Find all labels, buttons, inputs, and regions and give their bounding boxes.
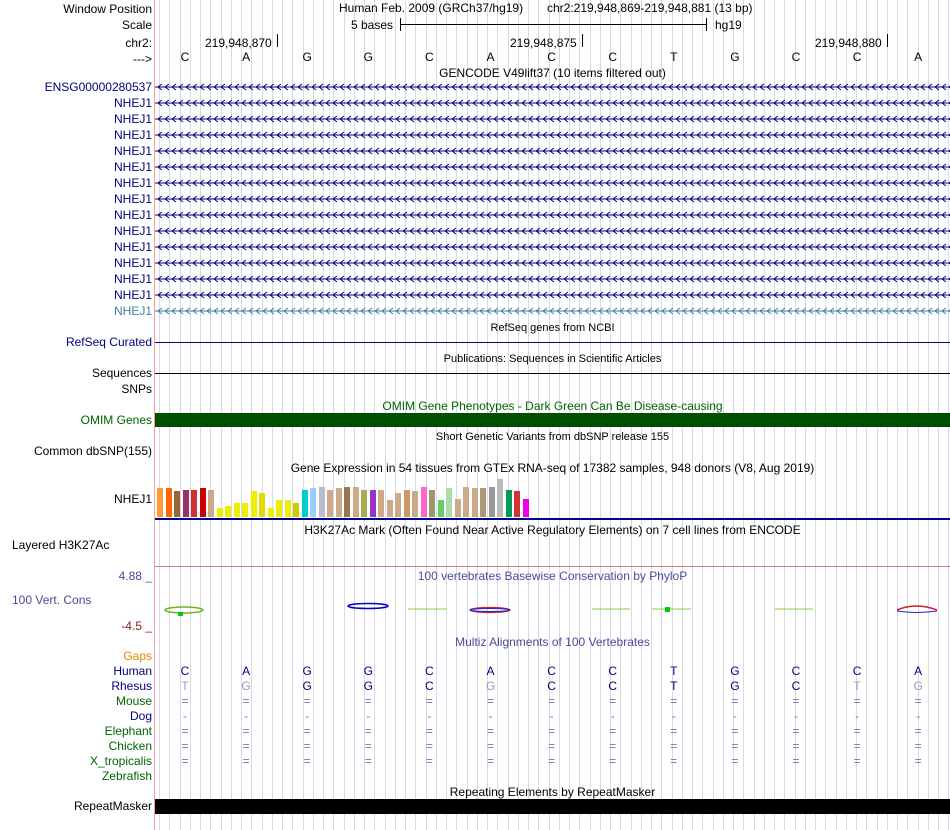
alignment-base: =	[853, 754, 861, 768]
alignment-base: =	[181, 694, 189, 708]
alignment-base: =	[731, 724, 739, 738]
phylop-min-label: -4.5 _	[121, 619, 152, 633]
gtex-tissue-bar[interactable]	[276, 500, 282, 517]
alignment-base: C	[852, 664, 862, 678]
gencode-gene-label[interactable]: NHEJ1	[113, 160, 152, 174]
scale-label: Scale	[121, 18, 152, 32]
gencode-gene-label[interactable]: NHEJ1	[113, 256, 152, 270]
alignment-base: T	[181, 679, 189, 693]
gencode-gene-feature[interactable]	[155, 241, 950, 253]
gtex-tissue-bar[interactable]	[268, 508, 274, 517]
coord-tick-2	[582, 34, 583, 47]
alignment-base: -	[366, 709, 371, 723]
alignment-base: =	[364, 724, 372, 738]
alignment-base: =	[364, 754, 372, 768]
gtex-tissue-bar[interactable]	[157, 488, 163, 517]
gtex-tissue-bar[interactable]	[370, 490, 376, 517]
alignment-base: C	[180, 664, 190, 678]
base-letter: C	[608, 50, 618, 64]
gtex-track-title: Gene Expression in 54 tissues from GTEx RNA-seq of 17382 samples, 948 donors (V8, Aug 2019)	[290, 461, 815, 475]
alignment-base: -	[610, 709, 615, 723]
gencode-gene-label[interactable]: NHEJ1	[113, 128, 152, 142]
alignment-base: -	[916, 709, 921, 723]
omim-track-title: OMIM Gene Phenotypes - Dark Green Can Be Disease-causing	[382, 399, 723, 413]
gencode-gene-label[interactable]: NHEJ1	[113, 144, 152, 158]
gencode-gene-label[interactable]: NHEJ1	[113, 304, 152, 318]
gencode-track-title: GENCODE V49lift37 (10 items filtered out)	[439, 66, 666, 80]
alignment-base: =	[670, 739, 678, 753]
track-labels-column	[0, 0, 155, 830]
chrom-label: chr2:	[125, 36, 152, 50]
refseq-track-title: RefSeq genes from NCBI	[490, 322, 615, 334]
gtex-tissue-bar[interactable]	[183, 490, 189, 517]
alignment-base: -	[305, 709, 310, 723]
gtex-tissue-bar[interactable]	[361, 490, 367, 517]
alignment-base: G	[363, 679, 373, 693]
alignment-base: C	[791, 679, 801, 693]
alignment-base: -	[732, 709, 737, 723]
gtex-tissue-bar[interactable]	[438, 500, 444, 517]
alignment-base: =	[242, 739, 250, 753]
alignment-base: =	[548, 724, 556, 738]
gtex-tissue-bar[interactable]	[514, 491, 520, 517]
gtex-tissue-bar[interactable]	[310, 488, 316, 517]
gtex-tissue-bar[interactable]	[506, 490, 512, 517]
alignment-base: =	[364, 739, 372, 753]
species-label[interactable]: Dog	[129, 709, 152, 723]
gtex-tissue-bar[interactable]	[421, 487, 427, 517]
dbsnp-track-label[interactable]: Common dbSNP(155)	[33, 444, 152, 458]
phylop-track-title: 100 vertebrates Basewise Conservation by PhyloP	[417, 569, 688, 583]
alignment-base: =	[609, 724, 617, 738]
gtex-tissue-bar[interactable]	[412, 491, 418, 517]
alignment-base: G	[730, 664, 740, 678]
gtex-tissue-bar[interactable]	[217, 508, 223, 517]
alignment-base: =	[181, 754, 189, 768]
gtex-tissue-bar[interactable]	[463, 487, 469, 517]
alignment-base: =	[303, 739, 311, 753]
species-label[interactable]: Elephant	[104, 724, 152, 738]
alignment-base: =	[731, 754, 739, 768]
alignment-base: =	[303, 724, 311, 738]
omim-feature-bar[interactable]	[155, 413, 950, 427]
gtex-tissue-bar[interactable]	[523, 499, 529, 517]
gtex-tissue-bar[interactable]	[344, 487, 350, 517]
alignment-base: T	[670, 664, 678, 678]
gtex-tissue-bar[interactable]	[489, 487, 495, 517]
gencode-gene-feature[interactable]	[155, 193, 950, 205]
publications-track-label[interactable]: Sequences	[91, 366, 152, 380]
gtex-tissue-bar[interactable]	[378, 490, 384, 517]
base-letter: A	[914, 50, 923, 64]
alignment-base: =	[792, 724, 800, 738]
alignment-base: -	[244, 709, 249, 723]
gencode-gene-label[interactable]: NHEJ1	[113, 112, 152, 126]
gencode-gene-label[interactable]: NHEJ1	[113, 192, 152, 206]
alignment-base: =	[731, 739, 739, 753]
alignment-base: =	[242, 754, 250, 768]
phylop-max-label: 4.88 _	[118, 569, 152, 583]
base-letter: C	[547, 50, 556, 64]
gtex-tissue-bar[interactable]	[285, 500, 291, 517]
repeatmasker-feature-bar[interactable]	[155, 799, 950, 814]
species-label[interactable]: Chicken	[108, 739, 152, 753]
gtex-tissue-bar[interactable]	[455, 499, 461, 517]
gtex-bar-chart[interactable]	[155, 477, 545, 517]
base-letter: G	[302, 50, 312, 64]
alignment-base: C	[608, 664, 618, 678]
gtex-tissue-bar[interactable]	[302, 490, 308, 517]
gtex-tissue-bar[interactable]	[174, 491, 180, 517]
species-label[interactable]: Rhesus	[111, 679, 152, 693]
gtex-tissue-bar[interactable]	[395, 493, 401, 517]
gencode-gene-feature[interactable]	[155, 161, 950, 173]
alignment-base: =	[181, 739, 189, 753]
alignment-base: =	[792, 739, 800, 753]
alignment-base: A	[486, 664, 495, 678]
species-label[interactable]: Human	[113, 664, 152, 678]
gtex-tissue-bar[interactable]	[353, 487, 359, 517]
gtex-tissue-bar[interactable]	[319, 487, 325, 517]
gencode-gene-label[interactable]: NHEJ1	[113, 176, 152, 190]
multiz-track-title: Multiz Alignments of 100 Vertebrates	[455, 635, 650, 649]
gtex-tissue-bar[interactable]	[429, 490, 435, 517]
alignment-base: =	[486, 739, 494, 753]
gtex-tissue-bar[interactable]	[497, 479, 503, 517]
gencode-gene-feature[interactable]	[155, 129, 950, 141]
alignment-base: G	[302, 664, 312, 678]
alignment-base: G	[241, 679, 251, 693]
base-letter: C	[425, 50, 434, 64]
gtex-tissue-bar[interactable]	[166, 488, 172, 517]
base-letter: A	[242, 50, 251, 64]
alignment-base: =	[792, 754, 800, 768]
alignment-base: -	[671, 709, 676, 723]
alignment-base: -	[183, 709, 187, 723]
alignment-base: T	[853, 679, 861, 693]
gtex-tissue-bar[interactable]	[200, 488, 206, 517]
phylop-mark-4-b	[470, 609, 510, 612]
gencode-gene-label[interactable]: NHEJ1	[113, 272, 152, 286]
alignment-base: =	[853, 739, 861, 753]
alignment-base: =	[181, 724, 189, 738]
gtex-tissue-bar[interactable]	[242, 503, 248, 517]
base-letter: C	[180, 50, 190, 64]
phylop-mark-2	[348, 604, 388, 609]
gtex-tissue-bar[interactable]	[225, 506, 231, 517]
alignment-base: =	[364, 694, 372, 708]
repeatmasker-track-label[interactable]: RepeatMasker	[73, 799, 152, 813]
gencode-gene-feature[interactable]	[155, 273, 950, 285]
alignment-base: =	[425, 724, 433, 738]
snps-track-label[interactable]: SNPs	[121, 382, 152, 396]
gencode-gene-feature[interactable]	[155, 257, 950, 269]
alignment-base: =	[609, 739, 617, 753]
alignment-base: =	[425, 739, 433, 753]
gencode-gene-feature[interactable]	[155, 209, 950, 221]
h3k27ac-track-title: H3K27Ac Mark (Often Found Near Active Regulatory Elements) on 7 cell lines from ENCODE	[304, 523, 801, 537]
gtex-tissue-bar[interactable]	[387, 500, 393, 517]
alignment-base: =	[853, 694, 861, 708]
strand-label: --->	[133, 52, 152, 66]
dbsnp-track-title: Short Genetic Variants from dbSNP release 155	[435, 431, 670, 443]
gtex-tissue-bar[interactable]	[259, 493, 265, 517]
repeatmasker-track-title: Repeating Elements by RepeatMasker	[449, 785, 656, 799]
gencode-gene-feature[interactable]	[155, 305, 950, 317]
alignment-base: G	[913, 679, 923, 693]
gencode-gene-label[interactable]: NHEJ1	[113, 208, 152, 222]
alignment-base: -	[488, 709, 493, 723]
coord-tick-3	[887, 34, 888, 47]
gencode-gene-label[interactable]: NHEJ1	[113, 288, 152, 302]
phylop-track-label[interactable]: 100 Vert. Cons	[12, 593, 92, 607]
alignment-base: =	[914, 739, 922, 753]
alignment-base: C	[425, 664, 434, 678]
alignment-base: =	[670, 754, 678, 768]
alignment-base: =	[242, 694, 250, 708]
alignment-base: G	[730, 679, 740, 693]
base-letter: G	[730, 50, 740, 64]
alignment-base: C	[608, 679, 618, 693]
alignment-base: =	[731, 694, 739, 708]
coord-label-2: 219,948,875	[510, 36, 577, 50]
alignment-base: A	[914, 664, 923, 678]
coord-tick-1	[277, 34, 278, 47]
alignment-base: =	[303, 694, 311, 708]
gencode-gene-label[interactable]: NHEJ1	[113, 240, 152, 254]
alignment-base: =	[914, 694, 922, 708]
alignment-base: C	[425, 679, 434, 693]
publications-track-title: Publications: Sequences in Scientific Articles	[443, 353, 662, 365]
alignment-base: -	[427, 709, 432, 723]
scale-bar	[400, 24, 706, 25]
gencode-gene-feature[interactable]	[155, 145, 950, 157]
gtex-tissue-bar[interactable]	[404, 490, 410, 517]
alignment-base: =	[242, 724, 250, 738]
gencode-gene-feature[interactable]	[155, 289, 950, 301]
alignment-base: =	[853, 724, 861, 738]
gtex-tissue-bar[interactable]	[234, 503, 240, 517]
alignment-base: -	[855, 709, 860, 723]
assembly-text: Human Feb. 2009 (GRCh37/hg19)	[339, 1, 524, 15]
gtex-tissue-bar[interactable]	[336, 488, 342, 517]
gencode-gene-feature[interactable]	[155, 225, 950, 237]
alignment-base: =	[425, 754, 433, 768]
alignment-base: =	[548, 754, 556, 768]
gtex-tissue-bar[interactable]	[208, 490, 214, 517]
alignment-base: -	[549, 709, 554, 723]
alignment-base: =	[914, 724, 922, 738]
species-label[interactable]: Mouse	[115, 694, 152, 708]
alignment-base: =	[548, 739, 556, 753]
gtex-tissue-bar[interactable]	[480, 488, 486, 517]
alignment-base: G	[363, 664, 373, 678]
species-label[interactable]: Zebrafish	[101, 769, 152, 783]
alignment-base: C	[547, 679, 556, 693]
alignment-base: =	[914, 754, 922, 768]
gencode-gene-label[interactable]: NHEJ1	[113, 96, 152, 110]
db-text: hg19	[715, 18, 742, 32]
alignment-base: =	[609, 694, 617, 708]
base-letter: G	[363, 50, 373, 64]
gtex-tissue-bar[interactable]	[293, 503, 299, 517]
coord-label-3: 219,948,880	[815, 36, 882, 50]
phylop-mark-8-b	[897, 611, 937, 613]
alignment-base: -	[794, 709, 798, 723]
phylop-mark-8	[897, 606, 937, 610]
alignment-base: C	[791, 664, 801, 678]
base-letter: C	[791, 50, 801, 64]
alignment-base: =	[609, 754, 617, 768]
h3k27ac-track-label[interactable]: Layered H3K27Ac	[12, 538, 110, 552]
gencode-gene-feature[interactable]	[155, 113, 950, 125]
position-text: chr2:219,948,869-219,948,881 (13 bp)	[547, 1, 753, 15]
alignment-base: =	[486, 694, 494, 708]
scale-bar-left-tick	[400, 18, 401, 31]
alignment-base: =	[792, 694, 800, 708]
phylop-mark-6-dot	[665, 607, 670, 612]
gencode-gene-feature[interactable]	[155, 177, 950, 189]
gaps-label: Gaps	[123, 649, 152, 663]
base-letter: A	[486, 50, 495, 64]
gtex-tissue-bar[interactable]	[446, 488, 452, 517]
alignment-base: T	[670, 679, 678, 693]
gtex-tissue-bar[interactable]	[251, 491, 257, 517]
alignment-base: =	[486, 754, 494, 768]
refseq-gene-line[interactable]	[155, 342, 950, 343]
phylop-conservation-graph[interactable]	[155, 600, 950, 620]
alignment-base: A	[242, 664, 251, 678]
gtex-tissue-bar[interactable]	[327, 490, 333, 517]
gencode-gene-label[interactable]: ENSG00000280537	[44, 80, 152, 94]
alignment-base: =	[486, 724, 494, 738]
gencode-gene-label[interactable]: NHEJ1	[113, 224, 152, 238]
scale-bar-right-tick	[706, 18, 707, 31]
scale-text: 5 bases	[351, 18, 394, 32]
alignment-base: =	[548, 694, 556, 708]
gencode-gene-feature[interactable]	[155, 97, 950, 109]
alignment-base: =	[670, 694, 678, 708]
track-data-area[interactable]	[155, 0, 950, 830]
gtex-tissue-bar[interactable]	[191, 490, 197, 517]
alignment-base: =	[425, 694, 433, 708]
phylop-mark-1-dot	[178, 612, 183, 616]
species-label[interactable]: X_tropicalis	[89, 754, 152, 768]
gtex-tissue-bar[interactable]	[472, 488, 478, 517]
gtex-baseline	[155, 518, 950, 520]
alignment-base: =	[670, 724, 678, 738]
coord-label-1: 219,948,870	[205, 36, 272, 50]
refseq-track-label[interactable]: RefSeq Curated	[65, 335, 152, 349]
phylop-mark-1	[165, 607, 203, 613]
base-letter: C	[852, 50, 862, 64]
alignment-base: G	[302, 679, 312, 693]
h3k27ac-baseline	[155, 566, 950, 567]
base-letter: T	[670, 50, 678, 64]
omim-track-label[interactable]: OMIM Genes	[80, 413, 152, 427]
gencode-gene-feature[interactable]	[155, 81, 950, 93]
window-position-label: Window Position	[63, 2, 152, 16]
alignment-base: G	[485, 679, 496, 693]
alignment-base: C	[547, 664, 556, 678]
publications-line[interactable]	[155, 373, 950, 374]
alignment-base: =	[303, 754, 311, 768]
gtex-track-label[interactable]: NHEJ1	[113, 492, 152, 506]
